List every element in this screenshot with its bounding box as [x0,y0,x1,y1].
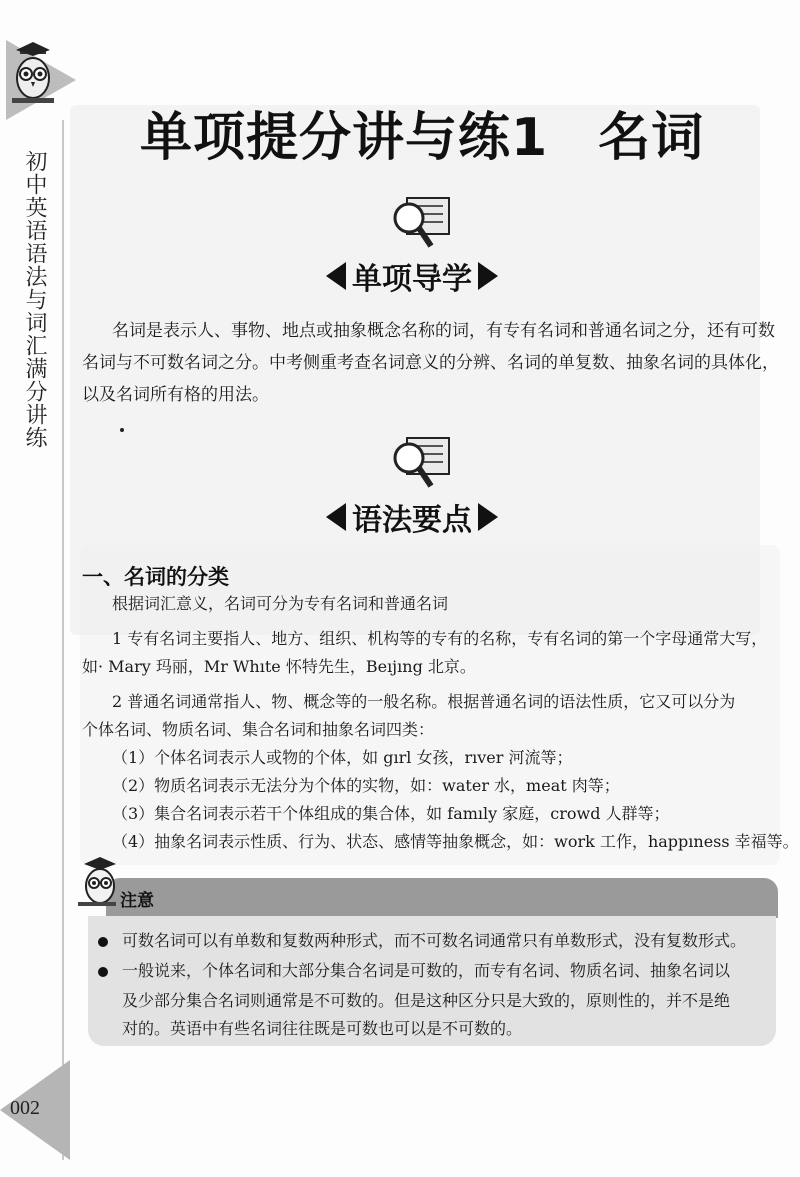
book-spine-title: 初中英语语法与词汇满分讲练 [22,150,47,449]
right-triangle-icon [478,503,498,531]
magnifier-document-icon [385,192,455,254]
owl-mascot-icon [6,40,76,122]
note-bullet-2-line-2: 及少部分集合名词则通常是不可数的。但是这种区分只是大致的，原则性的，并不是绝 [122,991,731,1010]
section-heading-guide-text: 单项导学 [352,262,472,297]
grammar-line-6: （1）个体名词表示人或物的个体，如 gırl 女孩，rıver 河流等； [112,748,573,767]
intro-line-3: 以及名词所有格的用法。 [82,385,269,405]
note-bullet-2-line-1: 一般说来，个体名词和大部分集合名词是可数的，而专有名词、物质名词、抽象名词以 [122,961,731,980]
left-triangle-icon [326,503,346,531]
left-margin-strip [0,0,72,1177]
note-bullet-1-text: 可数名词可以有单数和复数两种形式，而不可数名词通常只有单数形式，没有复数形式。 [122,931,747,950]
grammar-line-8: （3）集合名词表示若干个体组成的集合体，如 famıly 家庭，crowd 人群等； [112,804,670,823]
subsection-heading: 一、名词的分类 [82,565,229,589]
stray-dot [120,428,124,432]
section-heading-grammar-text: 语法要点 [352,503,472,538]
grammar-line-7: （2）物质名词表示无法分为个体的实物，如：water 水，meat 肉等； [112,776,620,795]
grammar-line-2: 1 专有名词主要指人、地方、组织、机构等的专有的名称，专有名词的第一个字母通常大写， [112,629,768,648]
grammar-line-1: 根据词汇意义，名词可分为专有名词和普通名词 [112,594,449,613]
section-heading-grammar [326,495,498,539]
bullet-icon [98,967,108,977]
owl-small-icon [78,856,122,916]
note-bullet-1 [98,926,746,956]
right-triangle-icon [478,262,498,290]
magnifier-document-icon-2 [385,432,455,494]
bullet-icon [98,937,108,947]
note-bullet-2 [98,956,730,986]
note-bullet-2-line-3: 对的。英语中有些名词往往既是可数也可以是不可数的。 [122,1019,523,1038]
note-header-bar [106,878,778,918]
grammar-line-5: 个体名词、物质名词、集合名词和抽象名词四类： [82,720,435,739]
chapter-title-topic: 名词 [598,108,705,168]
intro-line-2: 名词与不可数名词之分。中考侧重考查名词意义的分辨、名词的单复数、抽象名词的具体化， [82,353,779,373]
left-triangle-icon [326,262,346,290]
grammar-line-3: 如· Mary 玛丽，Mr Whıte 怀特先生，Beıjıng 北京。 [82,657,476,676]
grammar-line-9: （4）抽象名词表示性质、行为、状态、感情等抽象概念，如：work 工作，happıness 幸福等。 [112,832,799,851]
chapter-title [140,95,705,175]
chapter-title-number: 单项提分讲与练1 [140,108,549,168]
section-heading-guide [326,254,498,298]
intro-line-1: 名词是表示人、事物、地点或抽象概念名称的词，有专有名词和普通名词之分，还有可数 [112,321,775,341]
note-title: 注意 [120,891,154,911]
page-number: 002 [10,1097,40,1119]
margin-divider [62,120,64,1160]
grammar-line-4: 2 普通名词通常指人、物、概念等的一般名称。根据普通名词的语法性质，它又可以分为 [112,692,736,711]
note-box [78,870,778,1048]
